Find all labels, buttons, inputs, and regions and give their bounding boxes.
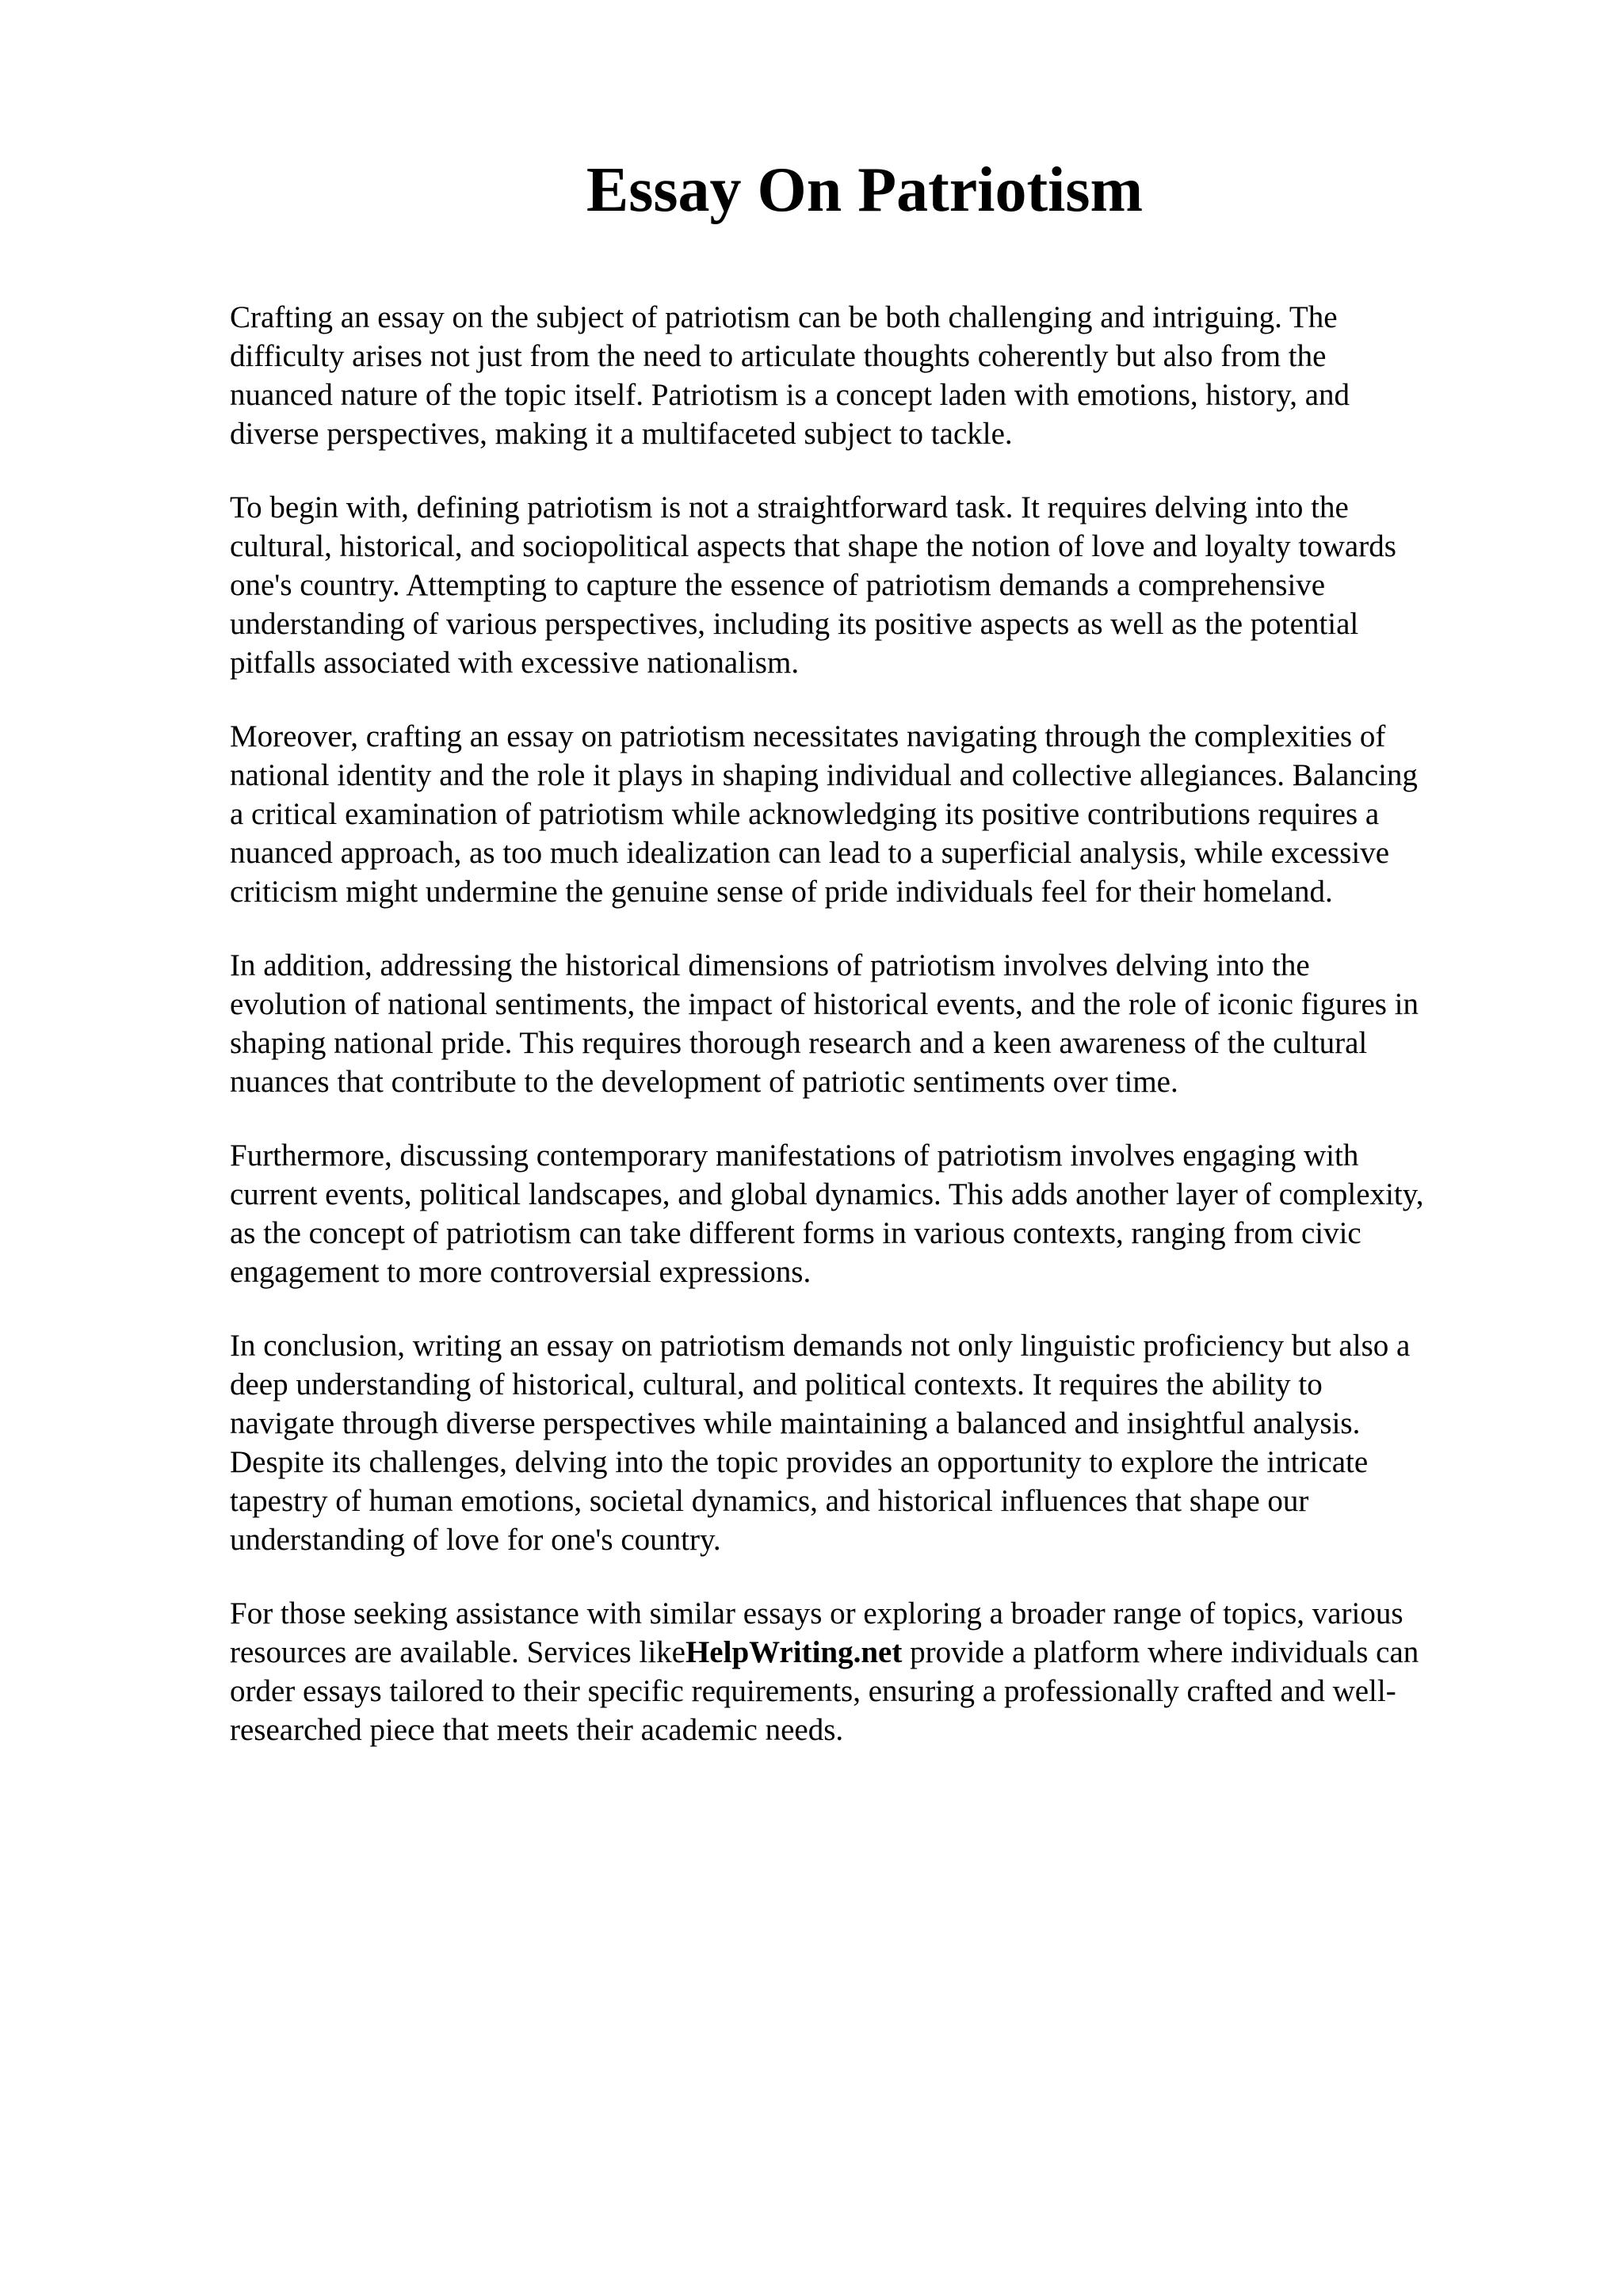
paragraph-3 bbox=[230, 717, 1498, 911]
helpwriting-link[interactable]: HelpWriting.net bbox=[685, 1635, 903, 1669]
text-line: nuanced nature of the topic itself. Patriotism is a concept laden with emotions, history, and bbox=[230, 378, 1350, 412]
paragraph-4 bbox=[230, 946, 1498, 1101]
paragraph-1 bbox=[230, 298, 1498, 453]
page-title: Essay On Patriotism bbox=[586, 155, 1144, 225]
text-line: Despite its challenges, delving into the topic provides an opportunity to explore the intricate bbox=[230, 1445, 1369, 1479]
text-line: criticism might undermine the genuine sense of pride individuals feel for their homeland. bbox=[230, 875, 1333, 909]
text-line: In addition, addressing the historical dimensions of patriotism involves delving into the bbox=[230, 948, 1310, 982]
text-line: researched piece that meets their academic needs. bbox=[230, 1713, 844, 1747]
text-line: Moreover, crafting an essay on patriotism necessitates navigating through the complexities of bbox=[230, 719, 1386, 753]
text-line: shaping national pride. This requires thorough research and a keen awareness of the cultural bbox=[230, 1026, 1368, 1060]
text-line: For those seeking assistance with similar essays or exploring a broader range of topics, various bbox=[230, 1596, 1403, 1630]
text-line: evolution of national sentiments, the impact of historical events, and the role of iconic figures in bbox=[230, 987, 1419, 1021]
text-line: national identity and the role it plays in shaping individual and collective allegiances. Balancing bbox=[230, 758, 1418, 792]
text-line: as the concept of patriotism can take different forms in various contexts, ranging from civic bbox=[230, 1216, 1361, 1250]
text-line: understanding of various perspectives, including its positive aspects as well as the potential bbox=[230, 607, 1359, 641]
text-line: tapestry of human emotions, societal dynamics, and historical influences that shape our bbox=[230, 1484, 1309, 1518]
paragraph-2 bbox=[230, 488, 1498, 682]
paragraph-5 bbox=[230, 1136, 1498, 1291]
text-line: current events, political landscapes, and global dynamics. This adds another layer of complexity, bbox=[230, 1177, 1424, 1211]
text-line: Crafting an essay on the subject of patriotism can be both challenging and intriguing. The bbox=[230, 300, 1338, 334]
text-line: nuances that contribute to the development of patriotic sentiments over time. bbox=[230, 1065, 1178, 1099]
paragraph-7 bbox=[230, 1594, 1498, 1749]
paragraph-6 bbox=[230, 1326, 1498, 1559]
text-line: navigate through diverse perspectives while maintaining a balanced and insightful analysis. bbox=[230, 1406, 1361, 1440]
text-line: In conclusion, writing an essay on patriotism demands not only linguistic proficiency but also a bbox=[230, 1329, 1411, 1363]
essay-body bbox=[230, 298, 1498, 1784]
text-line: deep understanding of historical, cultural, and political contexts. It requires the ability to bbox=[230, 1367, 1323, 1402]
text-line: cultural, historical, and sociopolitical aspects that shape the notion of love and loyalty towards bbox=[230, 529, 1396, 563]
text-line: Furthermore, discussing contemporary manifestations of patriotism involves engaging with bbox=[230, 1138, 1359, 1173]
text-fragment: resources are available. Services like bbox=[230, 1635, 685, 1669]
text-line: pitfalls associated with excessive nationalism. bbox=[230, 646, 800, 680]
text-fragment: provide a platform where individuals can bbox=[902, 1635, 1419, 1669]
text-line-with-link bbox=[230, 1633, 1498, 1672]
text-line: engagement to more controversial expressions. bbox=[230, 1255, 812, 1289]
text-line: understanding of love for one's country. bbox=[230, 1523, 721, 1557]
text-line: diverse perspectives, making it a multifaceted subject to tackle. bbox=[230, 417, 1013, 451]
text-line: a critical examination of patriotism while acknowledging its positive contributions requires a bbox=[230, 797, 1380, 831]
text-line: order essays tailored to their specific requirements, ensuring a professionally crafted and well- bbox=[230, 1674, 1396, 1708]
text-line: one's country. Attempting to capture the essence of patriotism demands a comprehensive bbox=[230, 568, 1326, 602]
text-line: difficulty arises not just from the need to articulate thoughts coherently but also from the bbox=[230, 339, 1327, 373]
text-line: To begin with, defining patriotism is not a straightforward task. It requires delving into the bbox=[230, 490, 1349, 524]
text-line: nuanced approach, as too much idealization can lead to a superficial analysis, while excessive bbox=[230, 836, 1390, 870]
